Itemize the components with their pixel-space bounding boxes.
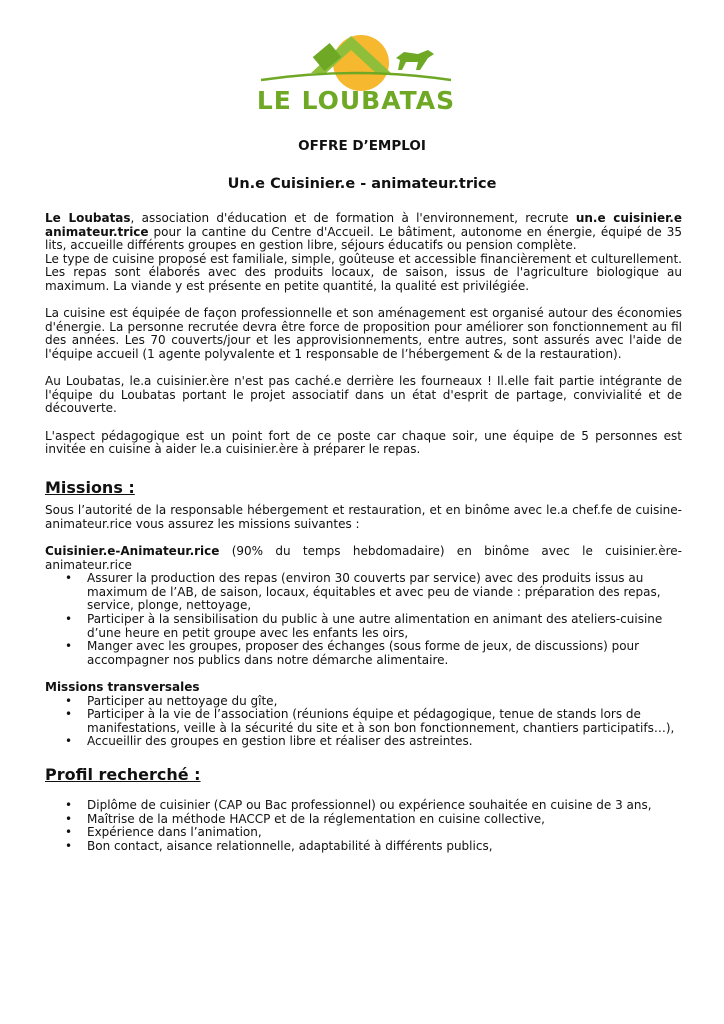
transversal-heading: Missions transversales xyxy=(45,680,200,694)
bullet-icon: • xyxy=(65,693,73,708)
bullet-icon: • xyxy=(65,734,73,749)
list-item: • Expérience dans l’animation, xyxy=(65,825,262,840)
sun-shape xyxy=(333,35,389,91)
list-item: • Assurer la production des repas (environ 30 couverts par service) avec des produits issus au maximum de l’AB, de saison, locaux, équitables et avec peu de viande : préparation des repas, service, plonge, nettoyage, xyxy=(65,571,661,613)
list-item: • Maîtrise de la méthode HACCP et de la réglementation en cuisine collective, xyxy=(65,811,545,826)
bullet-icon: • xyxy=(65,612,73,627)
cuisine-paragraph: Le type de cuisine proposé est familiale, simple, goûteuse et accessible financièrement et culturellement. Les repas sont élaborés avec des produits locaux, de saison, issus de l'agriculture biologique au maximum. La viande y est présente en petite quantité, la qualité est privilégiée. xyxy=(45,251,682,293)
logo-wordmark: LE LOUBATAS xyxy=(256,86,456,115)
missions-role-rest: (90% du temps hebdomadaire) en binôme avec le cuisinier.ère-animateur.rice xyxy=(45,544,682,572)
fox-icon xyxy=(396,50,434,70)
missions-intro: Sous l’autorité de la responsable hébergement et restauration, et en binôme avec le.a chef.fe de cuisine-animateur.rice vous assurez les missions suivantes : xyxy=(45,503,682,531)
missions-list xyxy=(45,572,682,667)
list-item: • Participer à la vie de l’association (réunions équipe et pédagogique, tenue de stands lors de manifestations, veille à la sécurité du site et à son bon fonctionnement, chantiers participatifs…), xyxy=(65,707,675,735)
job-title: Un.e Cuisinier.e - animateur.trice xyxy=(227,176,497,192)
kitchen-paragraph: La cuisine est équipée de façon professionnelle et son aménagement est organisé autour des économies d'énergie. La personne recrutée devra être force de proposition pour améliorer son fonctionnement au fil des années. Les 70 couverts/jour et les approvisionnements, entre autres, sont assurés avec l'aide de l'équipe accueil (1 agente polyvalente et 1 responsable de l’hébergement & de la restauration). xyxy=(45,306,682,361)
bullet-icon: • xyxy=(65,825,73,840)
bullet-icon: • xyxy=(65,797,73,812)
list-item: • Diplôme de cuisinier (CAP ou Bac professionnel) ou expérience souhaitée en cuisine de 3 ans, xyxy=(65,797,652,812)
list-item: • Manger avec les groupes, proposer des échanges (sous forme de jeux, de discussions) pour accompagner nos publics dans notre démarche alimentaire. xyxy=(65,639,640,667)
bullet-icon: • xyxy=(65,639,73,654)
bullet-icon: • xyxy=(65,811,73,826)
team-paragraph: Au Loubatas, le.a cuisinier.ère n'est pas caché.e derrière les fourneaux ! Il.elle fait partie intégrante de l'équipe du Loubatas portant le projet associatif dans un état d'esprit de partage, convivialité et de découverte. xyxy=(45,374,682,416)
pedagogy-paragraph: L'aspect pédagogique est un point fort de ce poste car chaque soir, une équipe de 5 personnes est invitée en cuisine à aider le.a cuisinier.ère à préparer le repas. xyxy=(45,428,682,457)
offer-body xyxy=(45,212,682,853)
bullet-icon: • xyxy=(65,838,73,853)
missions-heading: Missions : xyxy=(45,478,135,498)
intro-text-b: pour la cantine du Centre d'Accueil. Le bâtiment, autonome en énergie, équipé de 35 lits, accueille différents groupes en gestion libre, séjours éducatifs ou pension complète. xyxy=(45,224,682,253)
profile-list xyxy=(45,799,682,853)
intro-role: un.e cuisinier.e animateur.trice xyxy=(45,211,682,239)
list-item: • Accueillir des groupes en gestion libre et réaliser des astreintes. xyxy=(65,734,473,749)
profile-heading: Profil recherché : xyxy=(45,764,201,784)
bullet-icon: • xyxy=(65,571,73,586)
list-item: • Bon contact, aisance relationnelle, adaptabilité à différents publics, xyxy=(65,838,493,853)
bullet-icon: • xyxy=(65,707,73,722)
list-item: • Participer au nettoyage du gîte, xyxy=(65,693,278,708)
intro-paragraph xyxy=(45,212,682,253)
missions-role-line xyxy=(45,545,682,572)
list-item: • Participer à la sensibilisation du public à une autre alimentation en animant des ateliers-cuisine d’une heure en petit groupe avec les enfants les oirs, xyxy=(65,612,663,640)
loubatas-logo xyxy=(256,18,456,118)
transversal-list xyxy=(45,695,682,749)
intro-text-a: , association d'éducation et de formation à l'environnement, recrute xyxy=(130,211,576,225)
org-name: Le Loubatas xyxy=(45,211,131,225)
offer-heading: OFFRE D’EMPLOI xyxy=(298,138,426,154)
missions-role-label: Cuisinier.e-Animateur.rice xyxy=(45,544,220,559)
